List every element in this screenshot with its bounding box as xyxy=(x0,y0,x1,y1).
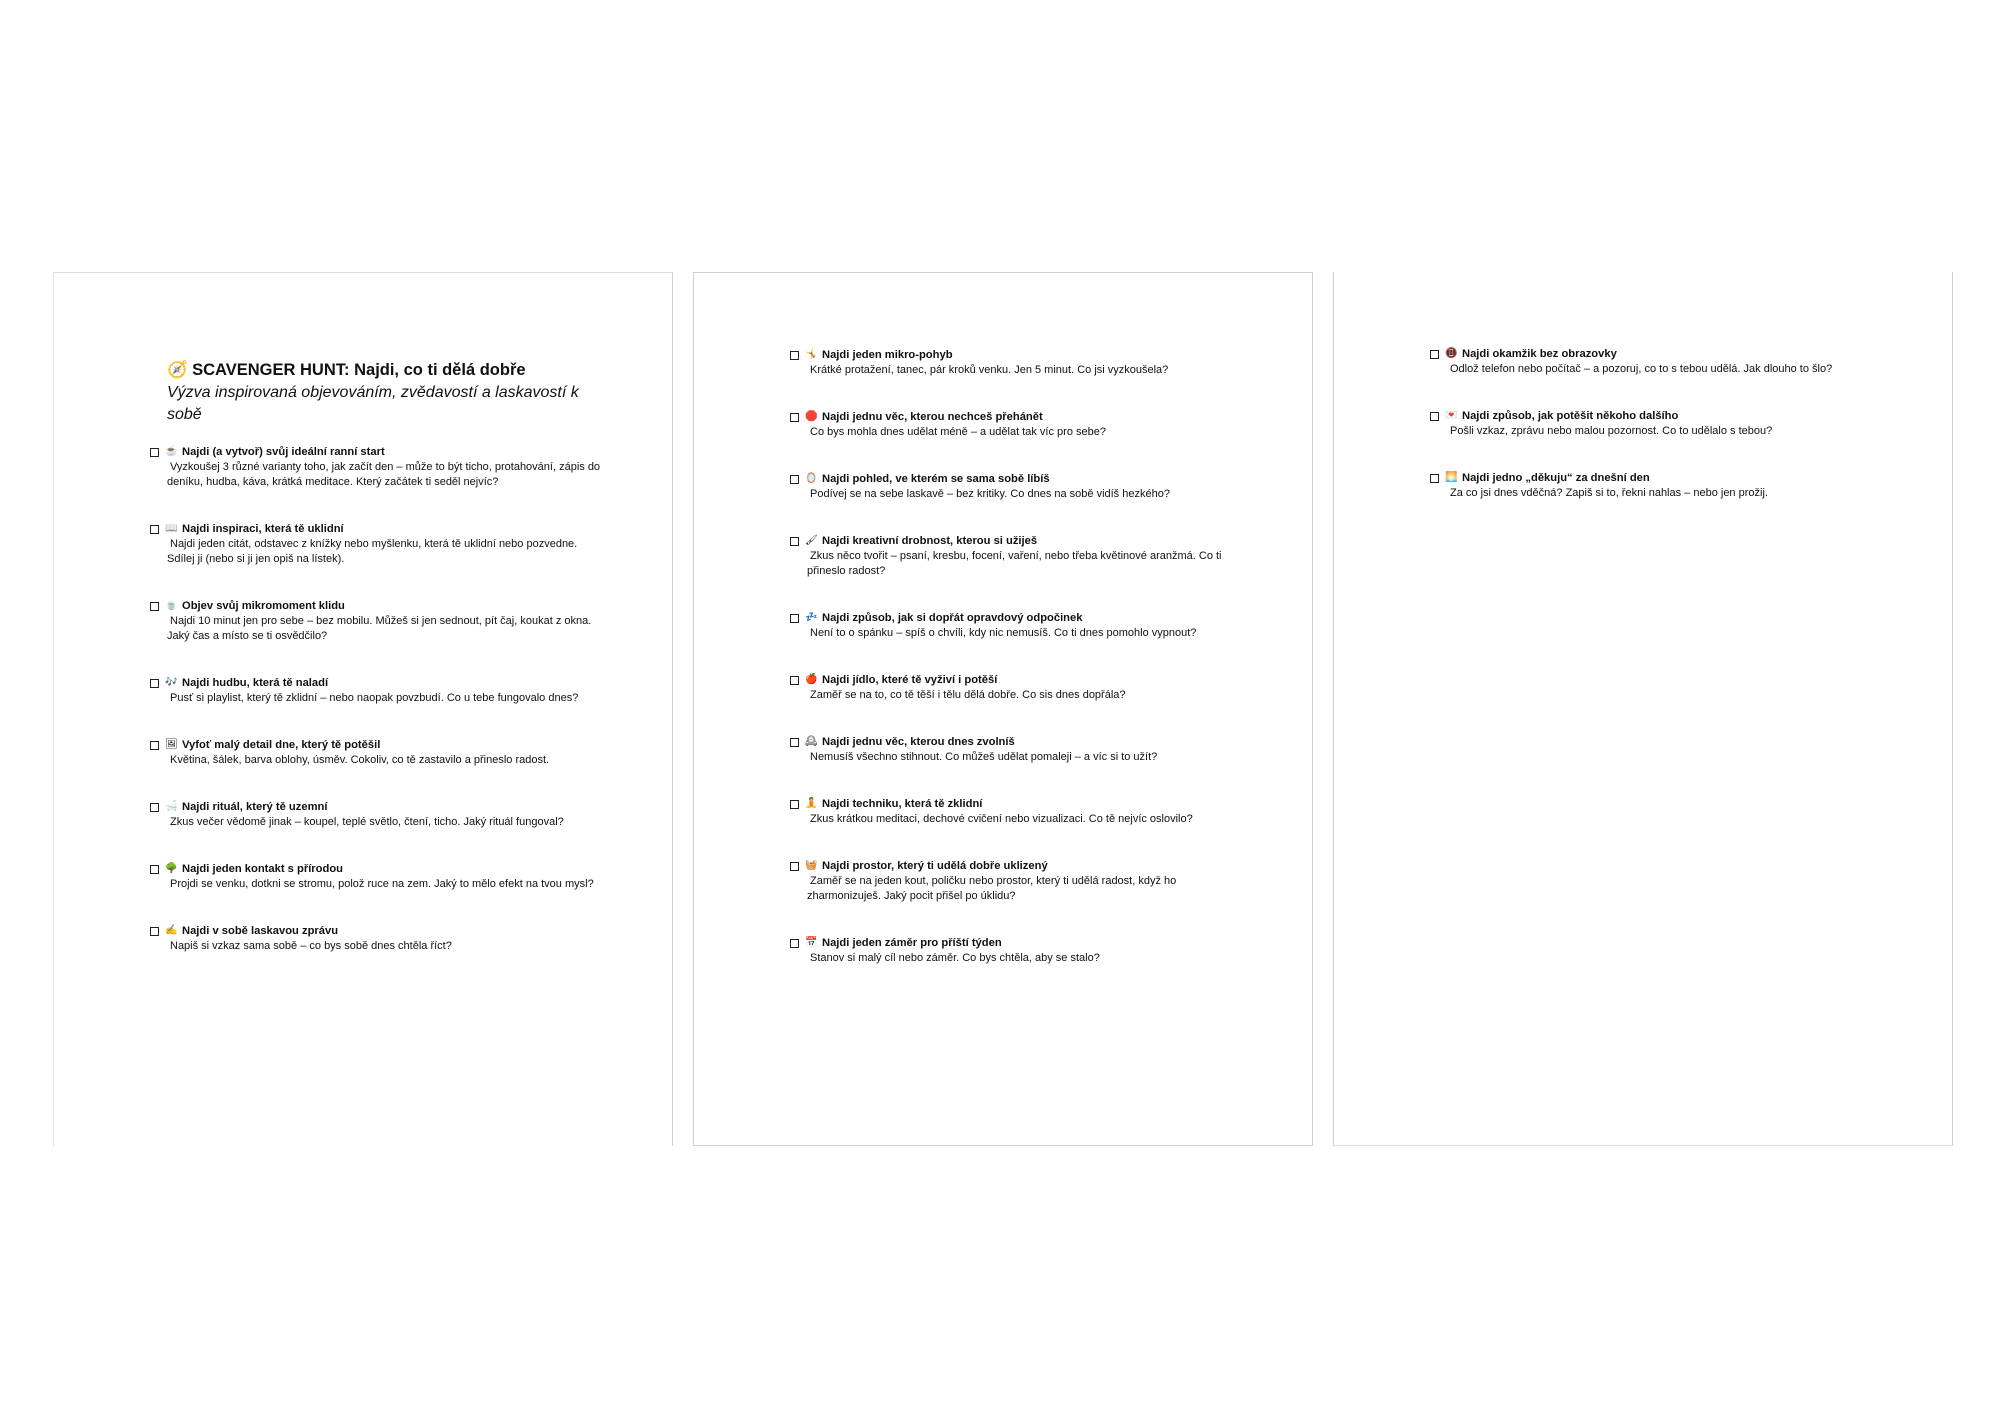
item-description: Za co jsi dnes vděčná? Zapiš si to, řekni nahlas – nebo jen prožij. xyxy=(1450,487,1768,499)
item-checkbox[interactable] xyxy=(790,351,799,360)
item-checkbox[interactable] xyxy=(150,679,159,688)
checklist-item xyxy=(790,796,1242,827)
checklist-item xyxy=(790,409,1242,440)
item-title: Najdi hudbu, která tě naladí xyxy=(182,677,329,689)
checklist-item xyxy=(150,521,602,567)
item-description: Není to o spánku – spíš o chvíli, kdy nic nemusíš. Co ti dnes pomohlo vypnout? xyxy=(810,627,1197,639)
checklist-item-header xyxy=(790,610,1242,626)
music-icon: 🎶 xyxy=(165,677,178,688)
checklist-item-header xyxy=(790,409,1242,425)
item-checkbox[interactable] xyxy=(150,448,159,457)
checklist-item xyxy=(790,533,1242,579)
item-title: Najdi (a vytvoř) svůj ideální ranní start xyxy=(182,446,385,458)
page-2-content xyxy=(790,347,1242,997)
checklist-item xyxy=(790,734,1242,765)
item-title: Najdi jeden záměr pro příští týden xyxy=(822,937,1002,949)
checklist-item-header xyxy=(790,796,1242,812)
checklist-item xyxy=(1430,470,1882,501)
checklist-item-header xyxy=(790,858,1242,874)
tree-icon: 🌳 xyxy=(165,863,178,874)
item-checkbox[interactable] xyxy=(790,537,799,546)
meditation-icon: 🧘 xyxy=(805,798,818,809)
checklist-item xyxy=(150,799,602,830)
item-description: Zaměř se na jeden kout, poličku nebo prostor, který ti udělá radost, když ho zharmonizuješ. Jaký pocit přišel po úklidu? xyxy=(807,875,1177,902)
item-description: Zkus krátkou meditaci, dechové cvičení nebo vizualizaci. Co tě nejvíc oslovilo? xyxy=(810,813,1193,825)
item-description: Projdi se venku, dotkni se stromu, polož ruce na zem. Jaký to mělo efekt na tvou mysl? xyxy=(170,878,594,890)
checklist-item-header xyxy=(150,598,602,614)
item-description: Co bys mohla dnes udělat méně – a udělat tak víc pro sebe? xyxy=(810,426,1106,438)
apple-icon: 🍎 xyxy=(805,674,818,685)
document-page-3 xyxy=(1333,272,1953,1146)
item-description: Krátké protažení, tanec, pár kroků venku. Jen 5 minut. Co jsi vyzkoušela? xyxy=(810,364,1169,376)
item-checkbox[interactable] xyxy=(1430,350,1439,359)
photo-icon: 🖼 xyxy=(165,739,178,750)
writing-hand-icon: ✍ xyxy=(165,925,178,936)
checklist-item-header xyxy=(1430,408,1882,424)
document-page-2 xyxy=(693,272,1313,1146)
checklist-item xyxy=(790,858,1242,904)
checklist-item xyxy=(790,935,1242,966)
item-checkbox[interactable] xyxy=(790,738,799,747)
checklist-item-header xyxy=(150,737,602,753)
checklist-item xyxy=(790,347,1242,378)
item-description: Nemusíš všechno stihnout. Co můžeš udělat pomaleji – a víc si to užít? xyxy=(810,751,1158,763)
item-title: Najdi jídlo, které tě vyživí i potěší xyxy=(822,674,998,686)
no-screen-icon: 📵 xyxy=(1445,348,1458,359)
item-checkbox[interactable] xyxy=(1430,474,1439,483)
book-icon: 📖 xyxy=(165,523,178,534)
checklist-item-header xyxy=(150,675,602,691)
compass-icon: 🧭 xyxy=(167,361,188,379)
item-title: Najdi jednu věc, kterou dnes zvolníš xyxy=(822,736,1015,748)
item-checkbox[interactable] xyxy=(790,614,799,623)
page-1-content xyxy=(150,359,602,985)
document-title: 🧭 SCAVENGER HUNT: Najdi, co ti dělá dobře xyxy=(167,361,526,379)
bath-icon: 🛁 xyxy=(165,801,178,812)
paintbrush-icon: 🖌 xyxy=(805,535,818,546)
checklist-item-header xyxy=(150,799,602,815)
sunset-icon: 🌅 xyxy=(1445,472,1458,483)
item-checkbox[interactable] xyxy=(790,676,799,685)
item-title: Najdi jeden kontakt s přírodou xyxy=(182,863,343,875)
item-title: Najdi způsob, jak si dopřát opravdový odpočinek xyxy=(822,612,1083,624)
checklist-page-3 xyxy=(1430,346,1882,501)
item-checkbox[interactable] xyxy=(150,927,159,936)
checklist-item xyxy=(790,610,1242,641)
stop-sign-icon: 🛑 xyxy=(805,411,818,422)
item-title: Najdi techniku, která tě zklidní xyxy=(822,798,983,810)
item-checkbox[interactable] xyxy=(150,741,159,750)
item-description: Pusť si playlist, který tě zklidní – nebo naopak povzbudí. Co u tebe fungovalo dnes? xyxy=(170,692,579,704)
item-description: Napiš si vzkaz sama sobě – co bys sobě dnes chtěla říct? xyxy=(170,940,452,952)
checklist-item xyxy=(150,598,602,644)
item-checkbox[interactable] xyxy=(790,413,799,422)
checklist-item-header xyxy=(790,533,1242,549)
item-title: Najdi jednu věc, kterou nechceš přehánět xyxy=(822,411,1043,423)
item-checkbox[interactable] xyxy=(790,862,799,871)
item-description: Podívej se na sebe laskavě – bez kritiky. Co dnes na sobě vidíš hezkého? xyxy=(810,488,1170,500)
item-title: Objev svůj mikromoment klidu xyxy=(182,600,345,612)
item-title: Najdi jeden mikro-pohyb xyxy=(822,349,953,361)
item-description: Najdi 10 minut jen pro sebe – bez mobilu. Můžeš si jen sednout, pít čaj, koukat z okna. Jaký čas a místo se ti osvědčilo? xyxy=(167,615,592,642)
item-title: Vyfoť malý detail dne, který tě potěšil xyxy=(182,739,381,751)
item-description: Pošli vzkaz, zprávu nebo malou pozornost. Co to udělalo s tebou? xyxy=(1450,425,1773,437)
item-checkbox[interactable] xyxy=(790,475,799,484)
heart-icon: 💌 xyxy=(1445,410,1458,421)
item-checkbox[interactable] xyxy=(790,939,799,948)
sleep-icon: 💤 xyxy=(805,612,818,623)
checklist-item-header xyxy=(790,672,1242,688)
tea-icon: 🍵 xyxy=(165,600,178,611)
item-description: Stanov si malý cíl nebo záměr. Co bys chtěla, aby se stalo? xyxy=(810,952,1100,964)
checklist-page-2 xyxy=(790,347,1242,966)
checklist-item xyxy=(150,675,602,706)
item-title: Najdi pohled, ve kterém se sama sobě líbíš xyxy=(822,473,1050,485)
item-checkbox[interactable] xyxy=(1430,412,1439,421)
basket-icon: 🧺 xyxy=(805,860,818,871)
checklist-item-header xyxy=(1430,470,1882,486)
checklist-item-header xyxy=(790,935,1242,951)
item-checkbox[interactable] xyxy=(150,865,159,874)
item-checkbox[interactable] xyxy=(150,602,159,611)
item-description: Vyzkoušej 3 různé varianty toho, jak začít den – může to být ticho, protahování, zápis do deníku, hudba, káva, krátká meditace. Který začátek ti seděl nejvíc? xyxy=(167,461,601,488)
page-3-content xyxy=(1430,346,1882,532)
checklist-item xyxy=(1430,408,1882,439)
item-description: Zkus večer vědomě jinak – koupel, teplé světlo, čtení, ticho. Jaký rituál fungoval? xyxy=(170,816,564,828)
item-checkbox[interactable] xyxy=(150,525,159,534)
item-description: Najdi jeden citát, odstavec z knížky nebo myšlenku, která tě uklidní nebo pozvedne. Sdílej ji (nebo si ji jen opiš na lístek). xyxy=(167,538,578,565)
checklist-item-header xyxy=(790,471,1242,487)
stretch-icon: 🤸 xyxy=(805,349,818,360)
item-title: Najdi v sobě laskavou zprávu xyxy=(182,925,339,937)
coffee-icon: ☕ xyxy=(165,446,178,457)
checklist-item xyxy=(150,861,602,892)
calendar-icon: 📅 xyxy=(805,937,818,948)
item-description: Zaměř se na to, co tě těší i tělu dělá dobře. Co sis dnes dopřála? xyxy=(810,689,1126,701)
item-checkbox[interactable] xyxy=(790,800,799,809)
item-description: Květina, šálek, barva oblohy, úsměv. Cokoliv, co tě zastavilo a přineslo radost. xyxy=(170,754,550,766)
clock-icon: 🕰 xyxy=(805,736,818,747)
checklist-item xyxy=(790,471,1242,502)
item-title: Najdi způsob, jak potěšit někoho dalšího xyxy=(1462,410,1679,422)
checklist-item xyxy=(150,923,602,954)
item-title: Najdi okamžik bez obrazovky xyxy=(1462,348,1617,360)
item-description: Zkus něco tvořit – psaní, kresbu, focení, vaření, nebo třeba květinové aranžmá. Co ti přineslo radost? xyxy=(807,550,1222,577)
mirror-icon: 🪞 xyxy=(805,473,818,484)
item-checkbox[interactable] xyxy=(150,803,159,812)
checklist-page-1 xyxy=(150,444,602,954)
item-description: Odlož telefon nebo počítač – a pozoruj, co to s tebou udělá. Jak dlouho to šlo? xyxy=(1450,363,1833,375)
item-title: Najdi rituál, který tě uzemní xyxy=(182,801,328,813)
checklist-item-header xyxy=(150,521,602,537)
document-subtitle: Výzva inspirovaná objevováním, zvědavostí a laskavostí k sobě xyxy=(167,384,579,423)
item-title: Najdi inspiraci, která tě uklidní xyxy=(182,523,344,535)
checklist-item-header xyxy=(150,444,602,460)
item-title: Najdi kreativní drobnost, kterou si užiješ xyxy=(822,535,1038,547)
checklist-item xyxy=(150,444,602,490)
document-page-1 xyxy=(53,272,673,1146)
checklist-item-header xyxy=(790,734,1242,750)
checklist-item-header xyxy=(150,861,602,877)
item-title: Najdi jedno „děkuju“ za dnešní den xyxy=(1462,472,1650,484)
checklist-item xyxy=(790,672,1242,703)
item-title: Najdi prostor, který ti udělá dobře uklizený xyxy=(822,860,1048,872)
checklist-item xyxy=(1430,346,1882,377)
checklist-item-header xyxy=(150,923,602,939)
checklist-item-header xyxy=(790,347,1242,363)
checklist-item xyxy=(150,737,602,768)
checklist-item-header xyxy=(1430,346,1882,362)
